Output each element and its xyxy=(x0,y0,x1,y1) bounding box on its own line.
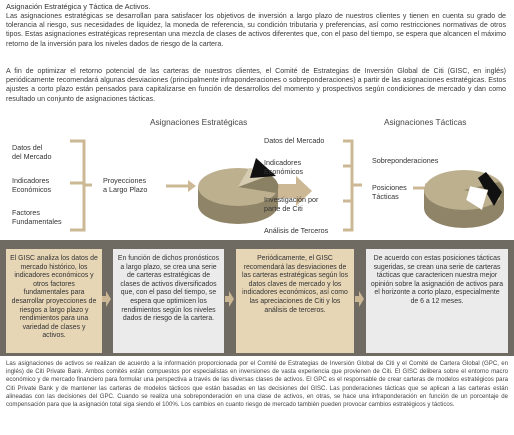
label-del-mercado: del Mercado xyxy=(12,152,52,161)
label-parte-citi: parte de Citi xyxy=(264,204,303,213)
label-investigacion: Investigación por xyxy=(264,195,319,204)
label-posiciones: Posiciones xyxy=(372,183,407,192)
label-a-largo-plazo: a Largo Plazo xyxy=(103,185,148,194)
tactical-input-market-data: Datos del Mercado xyxy=(264,136,325,145)
box-gisc-deviations: Periódicamente, el GISC recomendará las desviaciones de las carteras estratégicas según los datos claves de mercado y los indicadores económicos, así como las apreciaciones de Citi y los análisis de terceros. xyxy=(236,249,354,353)
strategic-bracket xyxy=(70,141,92,230)
label-datos: Datos del xyxy=(12,143,43,152)
label-t-economicos: Económicos xyxy=(264,167,304,176)
overweights-label: Sobreponderaciones xyxy=(372,156,439,165)
tactical-input-citi-research xyxy=(264,195,318,213)
strategic-input-market-data xyxy=(12,143,52,161)
tactical-bracket xyxy=(343,141,362,230)
tactical-input-third-party: Análisis de Terceros xyxy=(264,226,329,235)
strategic-input-fundamentals xyxy=(12,208,62,226)
intro-paragraph: Las asignaciones estratégicas se desarrollan para satisfacer los objetivos de inversión a largo plazo de nuestros clientes y tienen en cuenta su grado de tolerancia al riesgo, sus necesidades de liquidez, la moneda de referencia, su condición tributaria y preferencias, así como restricciones normativas de otros tipos. Estas asignaciones estratégicas representan una mezcla de clases de activos diferentes que, con el paso del tiempo, se espera que alcancen el máximo retorno de la inversión para los niveles dados de riesgo de la cartera. xyxy=(6,12,506,48)
box-gisc-analysis: El GISC analiza los datos de mercado histórico, los indicadores económicos y otros factores fundamentales para desarrollar proyecciones de riesgos a largo plazo y rendimientos para una variedad de clases y activos. xyxy=(6,249,102,353)
label-proyecciones: Proyecciones xyxy=(103,176,147,185)
tactical-pie-chart xyxy=(424,170,504,228)
label-tacticas: Tácticas xyxy=(372,192,399,201)
box-tactical-portfolios: De acuerdo con estas posiciones tácticas sugeridas, se crean una serie de carteras tácticas que caractericen nuestra mejor opinión sobre la asignación de activos para el horizonte a corto plazo, especialmente de 6 a 12 meses. xyxy=(366,249,508,353)
page-title: Asignación Estratégica y Táctica de Activos. xyxy=(6,2,151,11)
label-t-indicadores: Indicadores xyxy=(264,158,302,167)
tactical-header: Asignaciones Tácticas xyxy=(384,117,467,127)
label-fundamentales: Fundamentales xyxy=(12,217,62,226)
box-strategic-portfolios: En función de dichos pronósticos a largo plazo, se crea una serie de carteras estratégicas de clases de activos diversificados que, con el paso del tiempo, se espera que optimicen los rendimientos según los niveles dados de riesgo de la cartera. xyxy=(113,249,224,353)
second-paragraph: A fin de optimizar el retorno potencial de las carteras de nuestros clientes, el Comité de Estrategias de Inversión Global de Citi (GISC, en inglés) periódicamente recomendará algunas desviaciones (principalmente infraponderaciones o sobreponderaciones) a partir de las asignaciones estratégicas. Estos ajustes a corto plazo están pensados para capitalizarse en función de desarrollos del momento y prospectivos según condiciones de mercado y dan como resultado un conjunto de asignaciones tácticas. xyxy=(6,67,506,103)
tactical-input-economic-indicators xyxy=(264,158,303,176)
label-economicos: Económicos xyxy=(12,185,52,194)
strategic-header: Asignaciones Estratégicas xyxy=(150,117,248,127)
strategic-input-economic-indicators xyxy=(12,176,51,194)
tactical-positions-label xyxy=(372,183,407,201)
label-indicadores: Indicadores xyxy=(12,176,50,185)
label-factores: Factores xyxy=(12,208,40,217)
footnote: Las asignaciones de activos se realizan de acuerdo a la información proporcionada por el Comité de Estrategias de Inversión Global de Citi y el Comité de Cartera Global (GPC, en inglés) de Citi Private Bank. Ambos comités están compuestos por especialistas en inversiones de vasta experiencia que provienen de Citi. El GISC delibera sobre el entorno macro económico y de mercado financiero para formular una perspectiva a través de las diversas clases de activos. El GPC es el responsable de crear carteras de modelos estratégicos para Citi Private Bank y de mantener las carteras de modelos tácticos que están basadas en las decisiones del GISC. Las ponderaciones tácticas que se aplican a las carteras están alineadas con las decisiones del GPC. Cuando se realiza una sobreponderación en una clase de activos, en otras, se hace una infraponderación en función de un porcentaje de compensación para que la asignación total siga siendo el 100%. Los cambios en cuanto riesgo de mercado también pueden provocar cambios estratégicos y tácticos. xyxy=(6,360,508,409)
projections-label xyxy=(103,176,147,194)
arrow-to-strategic-pie-head xyxy=(188,180,196,192)
